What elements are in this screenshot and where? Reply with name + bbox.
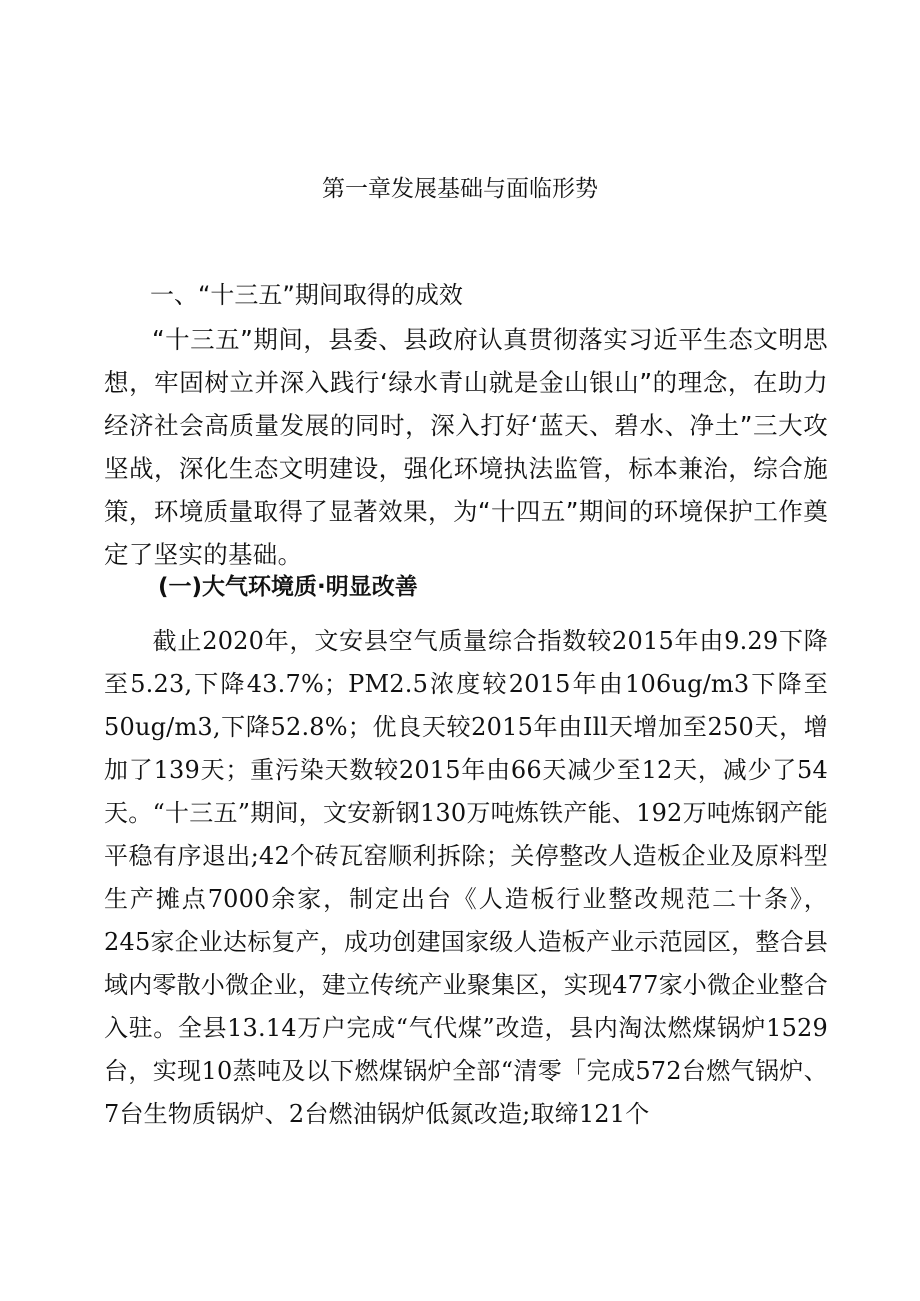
section-heading: 一、“十三五”期间取得的成效 [150, 281, 463, 309]
sub-heading-middle: ·明 [317, 574, 349, 600]
paragraph-air-quality [104, 620, 828, 1136]
paragraph-achievements [104, 318, 828, 576]
sub-heading-bold-part-2: 显改善 [348, 574, 418, 600]
sub-heading-prefix: (一)大气 [158, 574, 249, 600]
sub-heading-bold-part-1: 环境质 [248, 574, 318, 600]
chapter-title: 第一章发展基础与面临形势 [322, 176, 598, 202]
sub-heading-air-quality [158, 570, 418, 604]
paragraph-air-quality-text: 截止2020年，文安县空气质量综合指数较2015年由9.29下降至5.23,下降43.7%；PM2.5浓度较2015年由106ug/m3下降至50ug/m3,下降52.8%；优良天较2015年由Ill天增加至250天，增加了139天；重污染天数较2015年由66天减少至12天，减少了54天。“十三五”期间，文安新钢130万吨炼铁产能、192万吨炼钢产能平稳有序退出;42个砖瓦窑顺利拆除；关停整改人造板企业及原料型生产摊点7000余家，制定出台《人造板行业整改规范二十条》，245家企业达标复产，成功创建国家级人造板产业示范园区，整合县域内零散小微企业，建立传统产业聚集区，实现477家小微企业整合入驻。全县13.14万户完成“气代煤”改造，县内淘汰燃煤锅炉1529台，实现10蒸吨及以下燃煤锅炉全部“清零「完成572台燃气锅炉、7台生物质锅炉、2台燃油锅炉低氮改造;取缔121个 [104, 627, 829, 1128]
paragraph-achievements-text: “十三五”期间，县委、县政府认真贯彻落实习近平生态文明思想，牢固树立并深入践行‘绿水青山就是金山银山”的理念，在助力经济社会高质量发展的同时，深入打好‘蓝天、碧水、净土”三大攻坚战，深化生态文明建设，强化环境执法监管，标本兼治，综合施策，环境质量取得了显著效果，为“十四五”期间的环境保护工作奠定了坚实的基础。 [104, 325, 828, 569]
